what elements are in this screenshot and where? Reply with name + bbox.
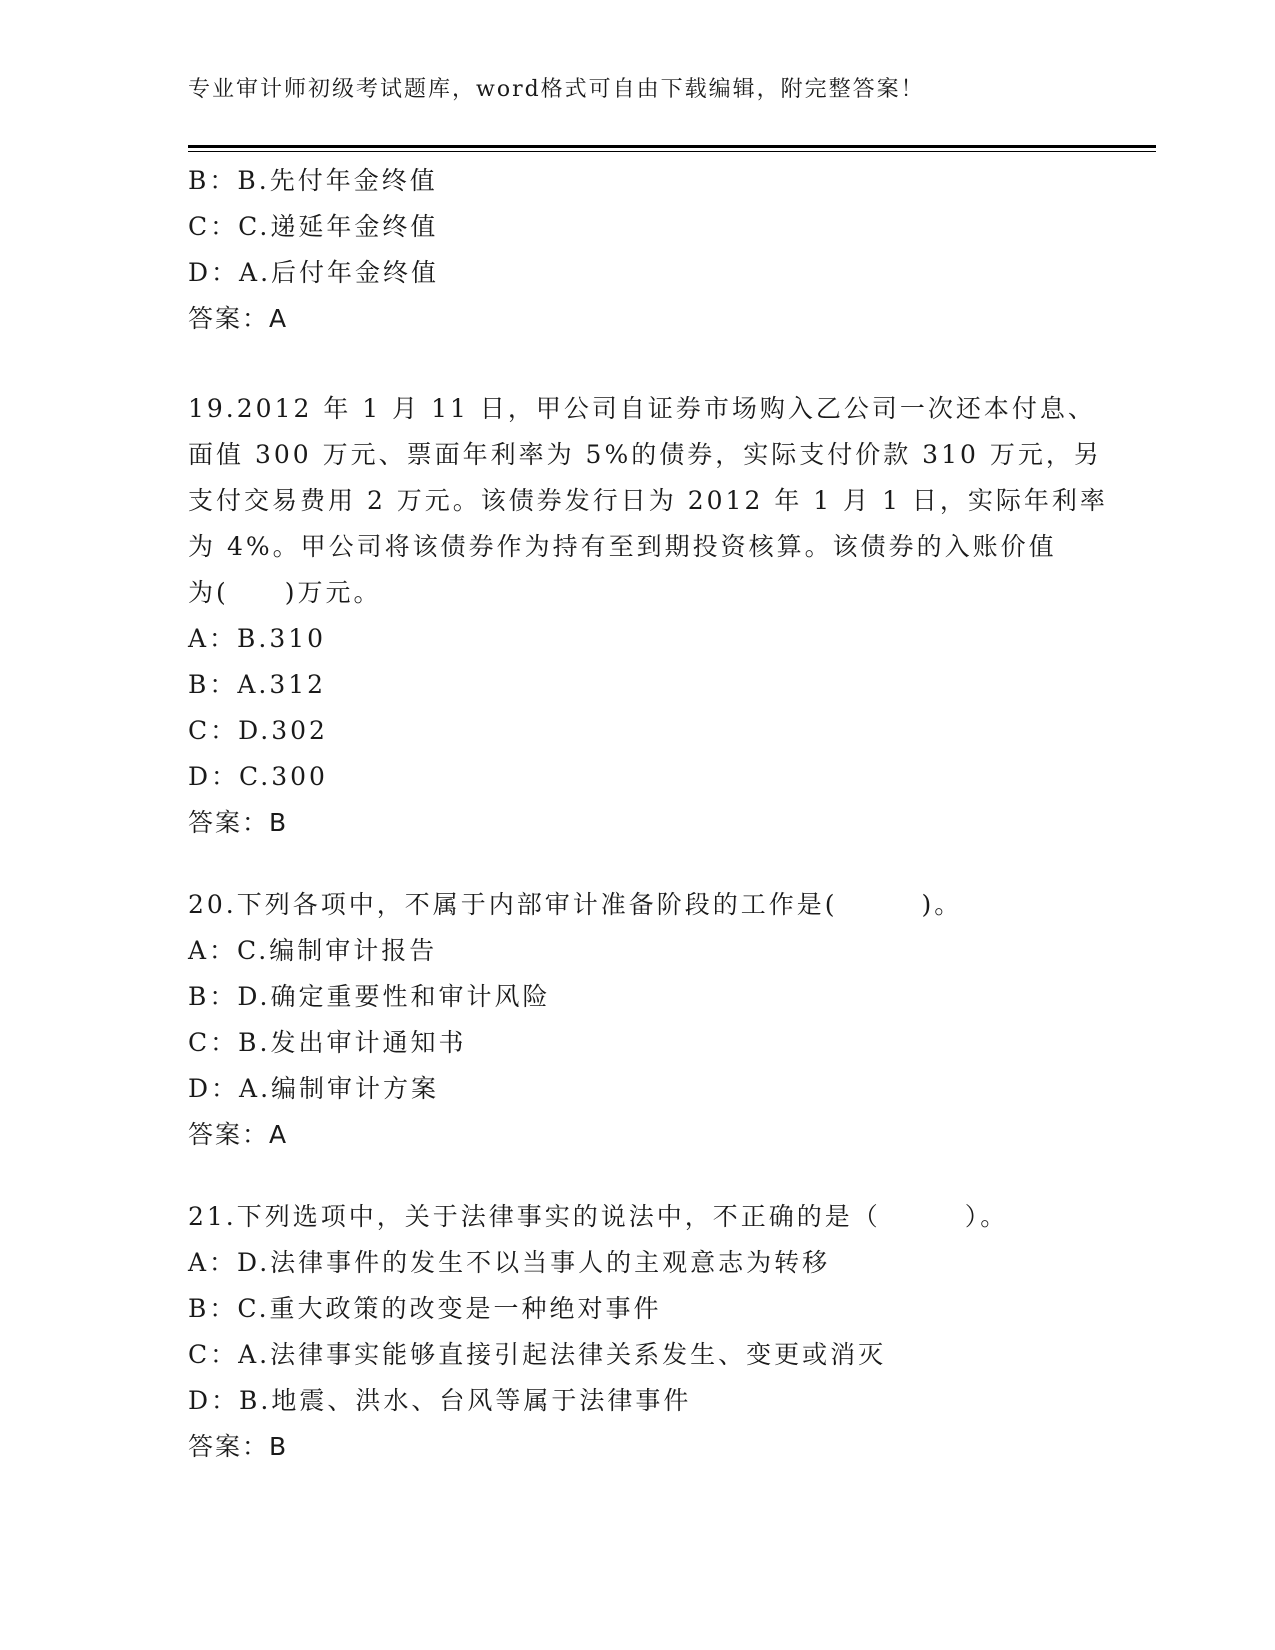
option-d: D：C.300 [188,762,328,791]
spacer [188,342,1088,386]
option-c: C：D.302 [188,716,328,745]
option-b: B：B.先付年金终值 [188,166,438,195]
question-18 [188,158,1088,342]
option-c: C：A.法律事实能够直接引起法律关系发生、变更或消灭 [188,1340,887,1369]
stem-line: 为 4%。甲公司将该债券作为持有至到期投资核算。该债券的入账价值 [188,532,1057,561]
option-d: D：A.编制审计方案 [188,1074,440,1103]
option-b: B：D.确定重要性和审计风险 [188,982,551,1011]
page-header: 专业审计师初级考试题库，word格式可自由下载编辑，附完整答案！ [188,77,925,102]
question-19 [188,386,1108,846]
question-stem [188,386,1108,616]
stem-line: 支付交易费用 2 万元。该债券发行日为 2012 年 1 月 1 日，实际年利率 [188,486,1108,515]
option-c: C：B.发出审计通知书 [188,1028,467,1057]
option-b: B：A.312 [188,670,327,699]
question-20 [188,882,1088,1158]
stem-line: 为( )万元。 [188,578,382,607]
spacer [188,846,1088,882]
option-a: A：C.编制审计报告 [188,936,438,965]
option-a: A：B.310 [188,624,327,653]
answer: 答案：B [188,1432,289,1461]
option-d: D：B.地震、洪水、台风等属于法律事件 [188,1386,692,1415]
header-rule-thick [188,145,1156,148]
question-21 [188,1194,1088,1470]
question-content [188,158,1108,1470]
option-d: D：A.后付年金终值 [188,258,440,287]
option-b: B：C.重大政策的改变是一种绝对事件 [188,1294,662,1323]
option-c: C：C.递延年金终值 [188,212,439,241]
header-rule-thin [188,151,1156,152]
answer: 答案：A [188,304,289,333]
stem-line: 面值 300 万元、票面年利率为 5%的债券，实际支付价款 310 万元，另 [188,440,1102,469]
answer: 答案：A [188,1120,289,1149]
spacer [188,1158,1088,1194]
answer: 答案：B [188,808,289,837]
question-stem: 20.下列各项中，不属于内部审计准备阶段的工作是( )。 [188,890,963,919]
option-a: A：D.法律事件的发生不以当事人的主观意志为转移 [188,1248,831,1277]
question-stem: 21.下列选项中，关于法律事实的说法中，不正确的是（ ）。 [188,1202,1009,1231]
stem-line: 19.2012 年 1 月 11 日，甲公司自证券市场购入乙公司一次还本付息、 [188,394,1096,423]
